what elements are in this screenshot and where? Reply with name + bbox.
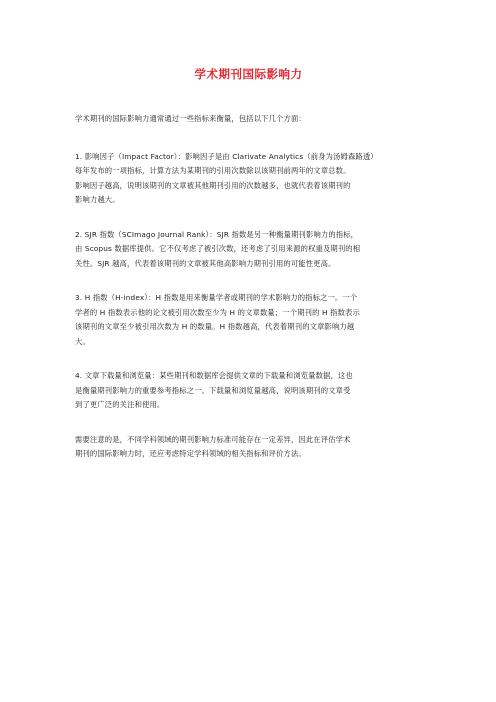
intro-text: 学术期刊的国际影响力通常通过一些指标来衡量，包括以下几个方面：: [75, 114, 306, 123]
paragraph-line: 影响力越大。: [75, 195, 120, 204]
intro-paragraph: [75, 112, 422, 127]
paragraph-line: 由 Scopus 数据库提供。它不仅考虑了被引次数，还考虑了引用来源的权重及期刊的相: [75, 244, 361, 253]
section-sjr: [75, 228, 422, 272]
section-downloads: [75, 369, 422, 413]
paragraph-line: 是衡量期刊影响力的重要参考指标之一。下载量和浏览量越高，说明该期刊的文章受: [75, 385, 351, 395]
paragraph-line: 大。: [75, 336, 90, 346]
paragraph-line: 4. 文章下载量和浏览量：某些期刊和数据库会提供文章的下载量和浏览量数据，这也: [75, 371, 353, 380]
document-title: 学术期刊国际影响力: [194, 67, 303, 81]
section-h-index: [75, 291, 422, 349]
paragraph-line: 1. 影响因子（Impact Factor）：影响因子是由 Clarivate Analytics（前身为汤姆森路透）: [75, 151, 378, 161]
paragraph-line: 学者的 H 指数表示他的论文被引用次数至少为 H 的文章数量；一个期刊的 H 指数表示: [75, 307, 360, 317]
section-note: [75, 433, 422, 462]
paragraph-line: 期刊的国际影响力时，还应考虑特定学科领域的相关指标和评价方法。: [75, 449, 306, 458]
paragraph-line: 到了更广泛的关注和使用。: [75, 400, 165, 409]
paragraph-line: 该期刊的文章至少被引用次数为 H 的数量。H 指数越高，代表着期刊的文章影响力越: [75, 322, 355, 331]
paragraph-line: 需要注意的是，不同学科领域的期刊影响力标准可能存在一定差异，因此在评估学术: [75, 434, 351, 444]
paragraph-line: 2. SJR 指数（SCImago Journal Rank）：SJR 指数是另一种衡量期刊影响力的指标，: [75, 229, 359, 239]
paragraph-line: 关性。SJR 越高，代表着该期刊的文章被其他高影响力期刊引用的可能性更高。: [75, 258, 336, 268]
paragraph-line: 3. H 指数（H-index）：H 指数是用来衡量学者或期刊的学术影响力的指标之一。一个: [75, 293, 358, 302]
section-impact-factor: [75, 150, 422, 208]
paragraph-line: 影响因子越高，说明该期刊的文章被其他期刊引用的次数越多，也就代表着该期刊的: [75, 180, 351, 190]
paragraph-line: 每年发布的一项指标，计算方法为某期刊的引用次数除以该期刊前两年的文章总数。: [75, 166, 351, 175]
